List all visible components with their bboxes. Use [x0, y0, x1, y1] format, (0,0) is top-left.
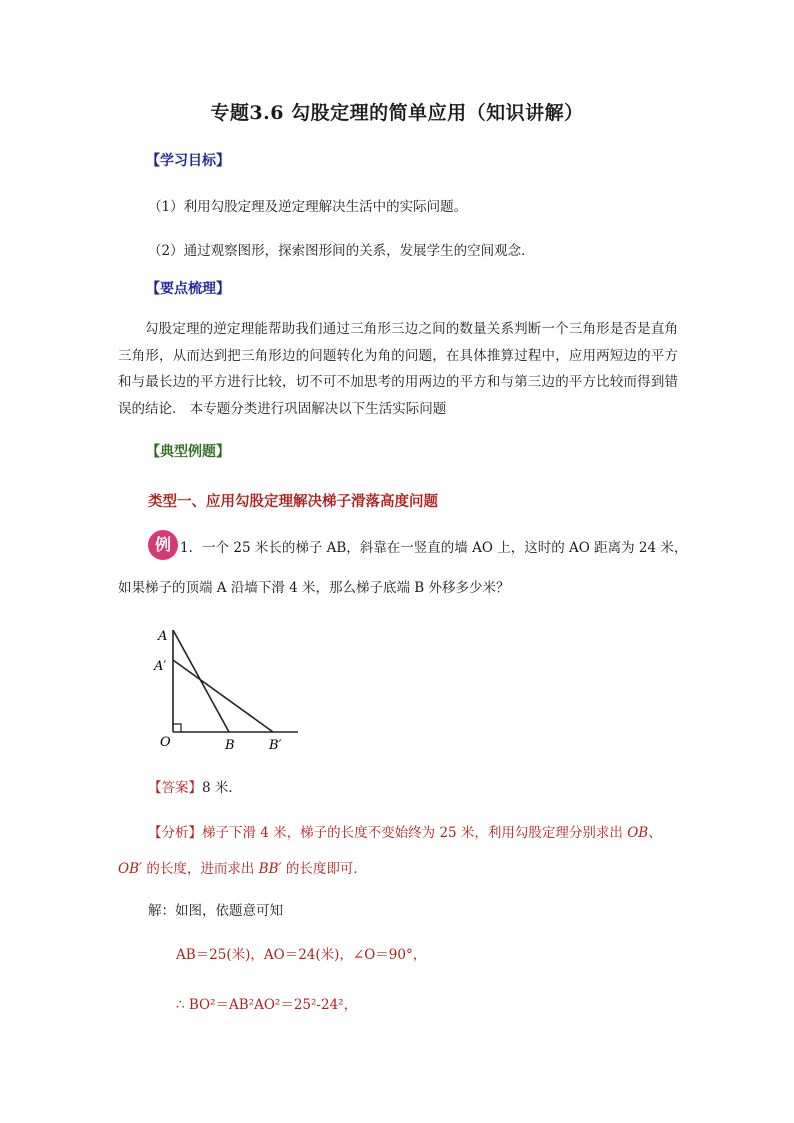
- solution-eq-1: AB＝25(米)，AO＝24(米)，∠O＝90°，: [176, 947, 427, 963]
- analysis-text-1: 梯子下滑 4 米，梯子的长度不变始终为 25 米，利用勾股定理分别求出: [202, 825, 628, 841]
- analysis-line-1: [148, 820, 662, 846]
- examples-heading: 【典型例题】: [146, 444, 230, 460]
- learning-goal-1: （1）利用勾股定理及逆定理解决生活中的实际问题。: [148, 199, 468, 215]
- answer-text: 8 米．: [202, 780, 242, 796]
- analysis-sep: 、: [648, 825, 662, 841]
- label-b-prime: B′: [269, 738, 282, 753]
- label-b: B: [225, 738, 235, 753]
- answer-label: 【答案】: [148, 780, 202, 796]
- analysis-bbp: BB′: [258, 861, 282, 877]
- analysis-line-2: [118, 856, 367, 882]
- example-badge: 例: [148, 530, 178, 560]
- learning-goals-heading: 【学习目标】: [146, 153, 230, 169]
- example-line-1: 1．一个 25 米长的梯子 AB，斜靠在一竖直的墙 AO 上，这时的 AO 距离为 24 米，: [180, 540, 688, 556]
- analysis-obp: OB′: [118, 861, 143, 877]
- solution-intro: 解：如图，依题意可知: [148, 903, 283, 919]
- ladder-figure: [140, 618, 310, 758]
- label-a: A: [158, 629, 168, 644]
- analysis-text-2a: 的长度，进而求出: [142, 861, 259, 877]
- page-title: 专题3.6 勾股定理的简单应用（知识讲解）: [210, 102, 584, 124]
- type1-heading: 类型一、应用勾股定理解决梯子滑落高度问题: [148, 494, 438, 510]
- analysis-label: 【分析】: [148, 825, 202, 841]
- analysis-text-2b: 的长度即可．: [281, 861, 367, 877]
- label-a-prime: A′: [154, 659, 167, 674]
- label-o: O: [160, 735, 171, 750]
- key-points-heading: 【要点梳理】: [146, 281, 230, 297]
- answer-line: [148, 775, 242, 801]
- key-points-paragraph: 勾股定理的逆定理能帮助我们通过三角形三边之间的数量关系判断一个三角形是否是直角三角形，从而达到把三角形边的问题转化为角的问题，在具体推算过程中，应用两短边的平方和与最长边的平方进行比较，切不可不加思考的用两边的平方和与第三边的平方比较而得到错误的结论． 本专题分类进行巩固解决以下生活实际问题: [118, 321, 678, 417]
- example-line-2: 如果梯子的顶端 A 沿墙下滑 4 米，那么梯子底端 B 外移多少米？: [118, 580, 510, 596]
- analysis-ob: OB: [627, 825, 649, 841]
- learning-goal-2: （2）通过观察图形，探索图形间的关系，发展学生的空间观念．: [148, 243, 535, 259]
- right-angle-mark: [173, 724, 181, 732]
- solution-eq-2: ∴ BO²＝AB²AO²＝25²-24²，: [176, 997, 358, 1013]
